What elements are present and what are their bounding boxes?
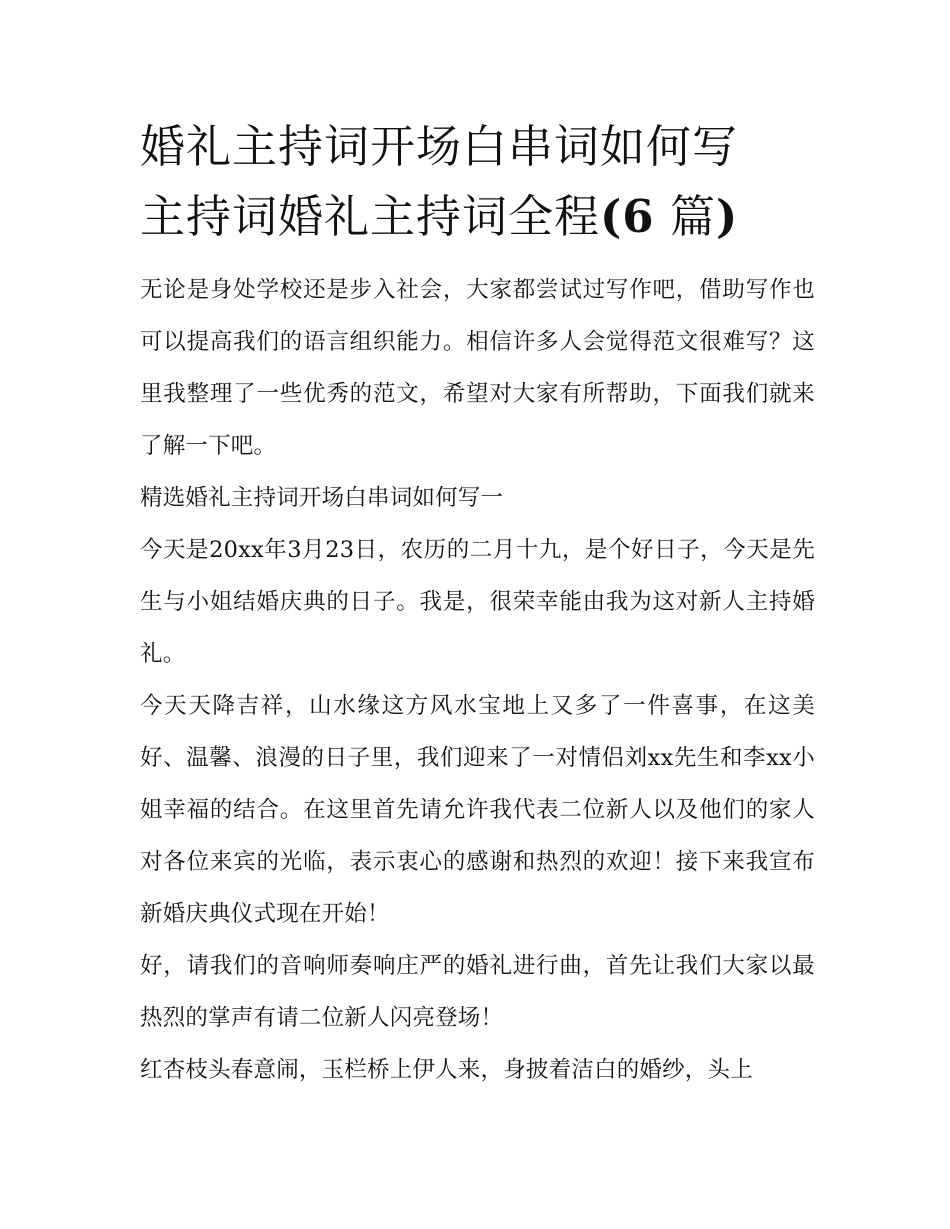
section-heading: 精选婚礼主持词开场白串词如何写一	[140, 485, 504, 511]
document-title	[140, 112, 815, 252]
title-line-2: 主持词婚礼主持词全程	[140, 190, 601, 243]
body-paragraph: 今天天降吉祥，山水缘这方风水宝地上又多了一件喜事，在这美好、温馨、浪漫的日子里，我们迎来了一对情侣刘xx先生和李xx小姐幸福的结合。在这里首先请允许我代表二位新人以及他们的家人对各位来宾的光临，表示衷心的感谢和热烈的欢迎！接下来我宣布新婚庆典仪式现在开始！	[140, 693, 815, 927]
title-count: (6	[600, 190, 655, 243]
body-paragraph: 红杏枝头春意闹，玉栏桥上伊人来，身披着洁白的婚纱，头上	[140, 1057, 753, 1083]
body-paragraph: 今天是20xx年3月23日，农历的二月十九，是个好日子，今天是先生与小姐结婚庆典的日子。我是，很荣幸能由我为这对新人主持婚礼。	[140, 537, 815, 667]
body-paragraph: 好，请我们的音响师奏响庄严的婚礼进行曲，首先让我们大家以最热烈的掌声有请二位新人闪亮登场！	[140, 953, 815, 1031]
title-unit: 篇	[669, 190, 716, 243]
intro-paragraph: 无论是身处学校还是步入社会，大家都尝试过写作吧，借助写作也可以提高我们的语言组织能力。相信许多人会觉得范文很难写？这里我整理了一些优秀的范文，希望对大家有所帮助，下面我们就来了解一下吧。	[140, 277, 815, 459]
title-close-paren: )	[715, 190, 739, 243]
title-line-1: 婚礼主持词开场白串词如何写	[140, 120, 739, 173]
document-page	[140, 112, 815, 1096]
document-body	[140, 264, 815, 1096]
